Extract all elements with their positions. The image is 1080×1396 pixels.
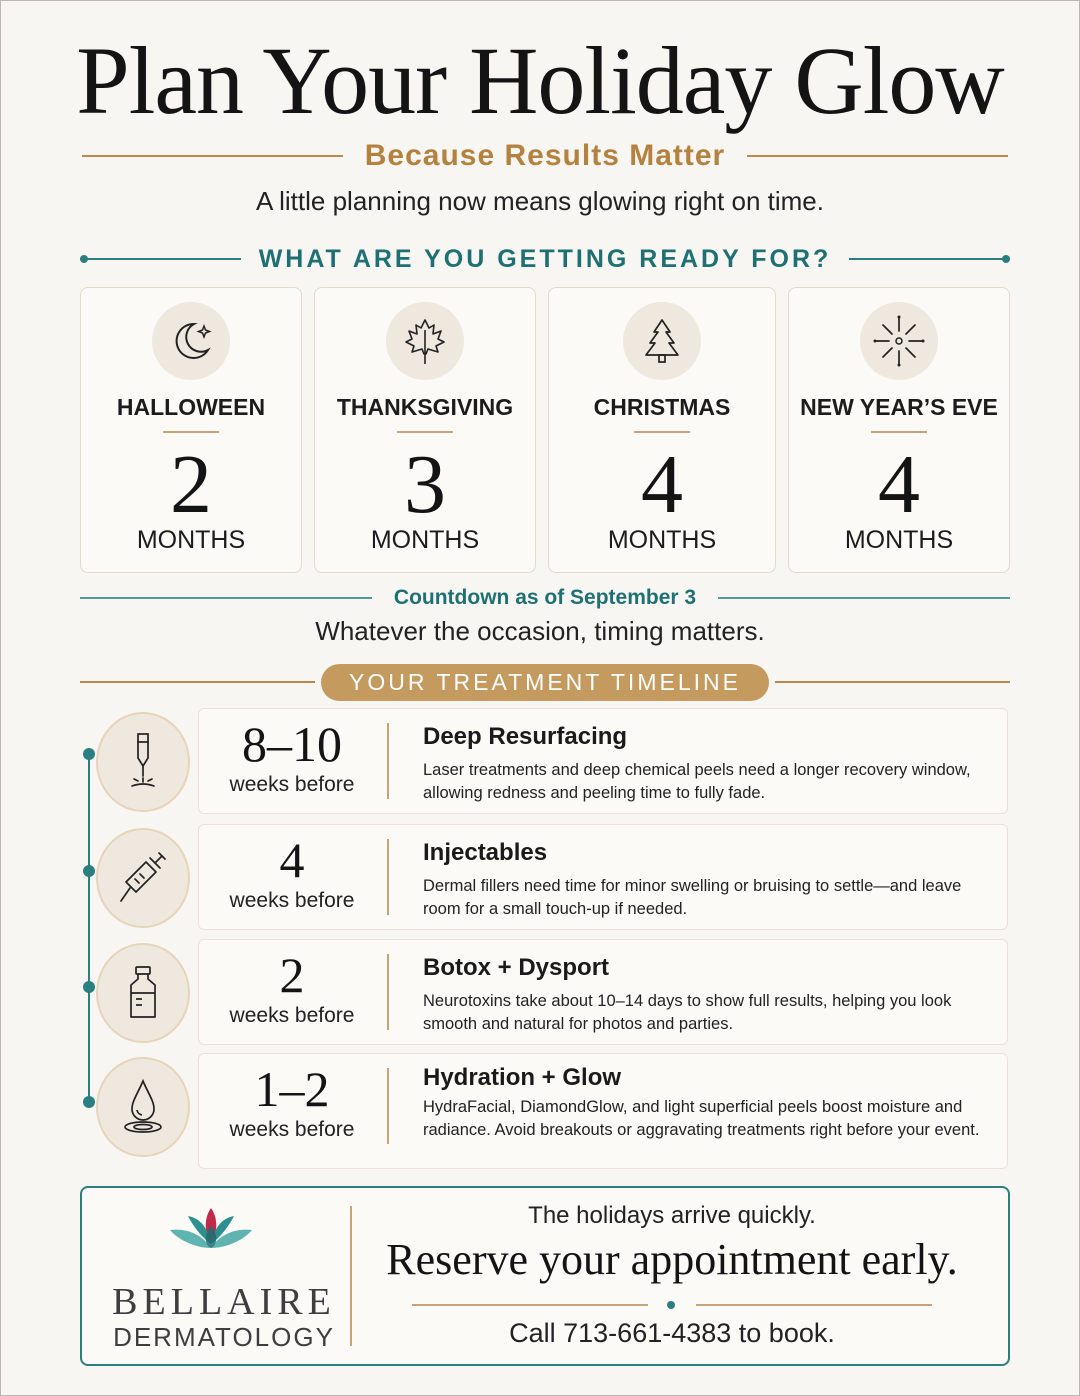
brand-subtitle: DERMATOLOGY [113, 1322, 335, 1352]
tagline: A little planning now means glowing right on time. [256, 186, 824, 216]
icon-badge [386, 302, 464, 380]
treatment-name: Hydration + Glow [423, 1064, 622, 1091]
card-separator [387, 839, 389, 915]
timeline-dot [83, 865, 95, 877]
divider-line [80, 681, 315, 683]
timeline-dot [83, 981, 95, 993]
event-unit: MONTHS [136, 526, 246, 554]
moon-star-icon [164, 314, 218, 368]
subtitle: Because Results Matter [364, 139, 726, 172]
treatment-description: Neurotoxins take about 10–14 days to show full results, helping you look smooth and natural for photos and parties. [423, 992, 952, 1033]
footer-divider [412, 1300, 932, 1310]
timeline-item-deep-resurfacing [96, 708, 1008, 814]
syringe-icon [116, 848, 170, 908]
event-count: 3 [404, 438, 446, 531]
event-count: 4 [878, 438, 920, 531]
event-card-christmas [548, 287, 776, 573]
divider-line [80, 258, 241, 260]
timeline-item-botox-dysport [96, 939, 1008, 1045]
events-heading: WHAT ARE YOU GETTING READY FOR? [258, 244, 832, 273]
timing-value: 4 [279, 832, 305, 888]
timeline-card [198, 939, 1008, 1045]
event-name: HALLOWEEN [116, 394, 266, 420]
timeline-card [198, 824, 1008, 930]
treatment-name: Injectables [423, 839, 548, 866]
treatment-name: Botox + Dysport [423, 954, 610, 981]
event-name: THANKSGIVING [336, 394, 514, 420]
divider-line [747, 155, 1008, 157]
booking-phone[interactable]: Call 713-661-4383 to book. [509, 1318, 835, 1348]
icon-badge [96, 712, 190, 812]
event-card-new-years-eve [788, 287, 1010, 573]
event-count: 4 [641, 438, 683, 531]
subtitle-row [82, 136, 1008, 176]
icon-badge [623, 302, 701, 380]
timeline-item-hydration-glow [96, 1053, 1008, 1159]
timeline-card [198, 708, 1008, 814]
page-title: Plan Your Holiday Glow [76, 27, 1004, 134]
lotus-logo-icon [166, 1204, 256, 1266]
card-divider [163, 431, 219, 433]
occasion-note: Whatever the occasion, timing matters. [315, 616, 765, 646]
event-unit: MONTHS [607, 526, 717, 554]
countdown-note: Countdown as of September 3 [393, 586, 697, 609]
timeline-dot [83, 748, 95, 760]
timing-value: 2 [279, 947, 305, 1003]
fireworks-icon [872, 314, 926, 368]
timeline-card [198, 1053, 1008, 1169]
laser-icon [116, 732, 170, 792]
water-drop-icon [116, 1077, 170, 1137]
divider-line [82, 155, 343, 157]
divider-line [775, 681, 1010, 683]
timeline-dot [83, 1096, 95, 1108]
card-divider [634, 431, 690, 433]
brand-name: BELLAIRE [112, 1281, 336, 1323]
footer-headline: Reserve your appointment early. [386, 1235, 958, 1284]
card-separator [387, 954, 389, 1030]
divider-line [849, 258, 1010, 260]
timing-label: weeks before [229, 889, 355, 912]
event-card-halloween [80, 287, 302, 573]
treatment-description: HydraFacial, DiamondGlow, and light superficial peels boost moisture and radiance. Avoid breakouts or aggravating treatments right before your event. [423, 1098, 980, 1139]
countdown-row [80, 583, 1010, 613]
timing-label: weeks before [229, 1004, 355, 1027]
timeline-heading-row [80, 662, 1010, 702]
timeline-item-injectables [96, 824, 1008, 930]
event-name: CHRISTMAS [593, 394, 731, 420]
icon-badge [96, 828, 190, 928]
icon-badge [152, 302, 230, 380]
card-separator [387, 1068, 389, 1144]
timeline-heading: YOUR TREATMENT TIMELINE [321, 664, 769, 701]
christmas-tree-icon [635, 314, 689, 368]
icon-badge [96, 943, 190, 1043]
event-name: NEW YEAR’S EVE [800, 394, 998, 420]
footer-intro: The holidays arrive quickly. [528, 1202, 816, 1229]
divider-line [80, 597, 372, 599]
event-cards [80, 287, 1010, 573]
timing-value: 1–2 [254, 1061, 330, 1117]
event-count: 2 [170, 438, 212, 531]
event-card-thanksgiving [314, 287, 536, 573]
timing-value: 8–10 [242, 716, 342, 772]
divider-line [718, 597, 1010, 599]
card-divider [397, 431, 453, 433]
footer-callout [80, 1186, 1010, 1366]
maple-leaf-icon [398, 314, 452, 368]
treatment-name: Deep Resurfacing [423, 723, 628, 750]
card-separator [387, 723, 389, 799]
icon-badge [96, 1057, 190, 1157]
vial-icon [116, 963, 170, 1023]
card-divider [871, 431, 927, 433]
event-unit: MONTHS [844, 526, 954, 554]
timeline-line [88, 752, 90, 1102]
treatment-description: Laser treatments and deep chemical peels need a longer recovery window, allowing redness and peeling time to fully fade. [423, 761, 971, 802]
icon-badge [860, 302, 938, 380]
events-heading-row [80, 241, 1010, 277]
treatment-description: Dermal fillers need time for minor swelling or bruising to settle—and leave room for a small touch-up if needed. [423, 877, 962, 918]
event-unit: MONTHS [370, 526, 480, 554]
timing-label: weeks before [229, 1118, 355, 1141]
footer-separator [350, 1206, 352, 1346]
timing-label: weeks before [229, 773, 355, 796]
